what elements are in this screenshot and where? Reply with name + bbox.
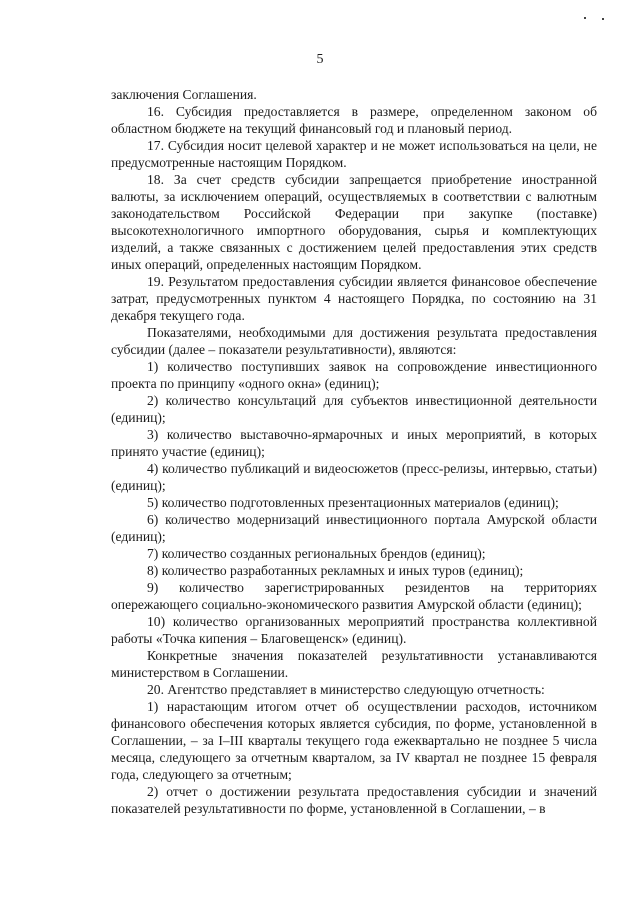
- paragraph: Конкретные значения показателей результативности устанавливаются министерством в Соглашении.: [111, 648, 597, 680]
- scan-speck: [584, 17, 586, 19]
- page-number: 5: [316, 52, 324, 67]
- list-item: 7) количество созданных региональных брендов (единиц);: [147, 546, 486, 561]
- paragraph: 16. Субсидия предоставляется в размере, определенном законом об областном бюджете на текущий финансовый год и плановый период.: [111, 104, 597, 136]
- paragraph: 20. Агентство представляет в министерство следующую отчетность:: [147, 682, 545, 697]
- list-item: 4) количество публикаций и видеосюжетов (пресс-релизы, интервью, статьи) (единиц);: [111, 461, 597, 493]
- paragraph: Показателями, необходимыми для достижения результата предоставления субсидии (далее – показатели результативности), являются:: [111, 325, 597, 357]
- list-item: 10) количество организованных мероприятий пространства коллективной работы «Точка кипения – Благовещенск» (единиц).: [111, 614, 597, 646]
- list-item: 2) количество консультаций для субъектов инвестиционной деятельности (единиц);: [111, 393, 597, 425]
- paragraph: заключения Соглашения.: [111, 87, 257, 102]
- document-body: [111, 86, 597, 817]
- list-item: 3) количество выставочно-ярмарочных и иных мероприятий, в которых принято участие (единиц);: [111, 427, 597, 459]
- paragraph: 17. Субсидия носит целевой характер и не может использоваться на цели, не предусмотренные настоящим Порядком.: [111, 138, 597, 170]
- paragraph: 19. Результатом предоставления субсидии является финансовое обеспечение затрат, предусмотренных пунктом 4 настоящего Порядка, по состоянию на 31 декабря текущего года.: [111, 274, 597, 323]
- scan-speck: [602, 18, 604, 20]
- list-item: 5) количество подготовленных презентационных материалов (единиц);: [147, 495, 559, 510]
- list-item: 2) отчет о достижении результата предоставления субсидии и значений показателей результативности по форме, установленной в Соглашении, – в: [111, 784, 597, 816]
- list-item: 1) количество поступивших заявок на сопровождение инвестиционного проекта по принципу «одного окна» (единиц);: [111, 359, 597, 391]
- list-item: 8) количество разработанных рекламных и иных туров (единиц);: [147, 563, 524, 578]
- list-item: 1) нарастающим итогом отчет об осуществлении расходов, источником финансового обеспечения которых является субсидия, по форме, установленной в Соглашении, – за I–III кварталы текущего года ежеквартально не позднее 5 числа месяца, следующего за отчетным кварталом, за IV квартал не позднее 15 февраля года, следующего за отчетным;: [111, 699, 597, 782]
- list-item: 9) количество зарегистрированных резидентов на территориях опережающего социально-экономического развития Амурской области (единиц);: [111, 580, 597, 612]
- list-item: 6) количество модернизаций инвестиционного портала Амурской области (единиц);: [111, 512, 597, 544]
- paragraph: 18. За счет средств субсидии запрещается приобретение иностранной валюты, за исключением операций, осуществляемых в соответствии с валютным законодательством Российской Федерации при закупке (поставке) высокотехнологичного импортного оборудования, сырья и комплектующих изделий, а также связанных с достижением целей предоставления этих средств иных операций, определенных настоящим Порядком.: [111, 172, 597, 272]
